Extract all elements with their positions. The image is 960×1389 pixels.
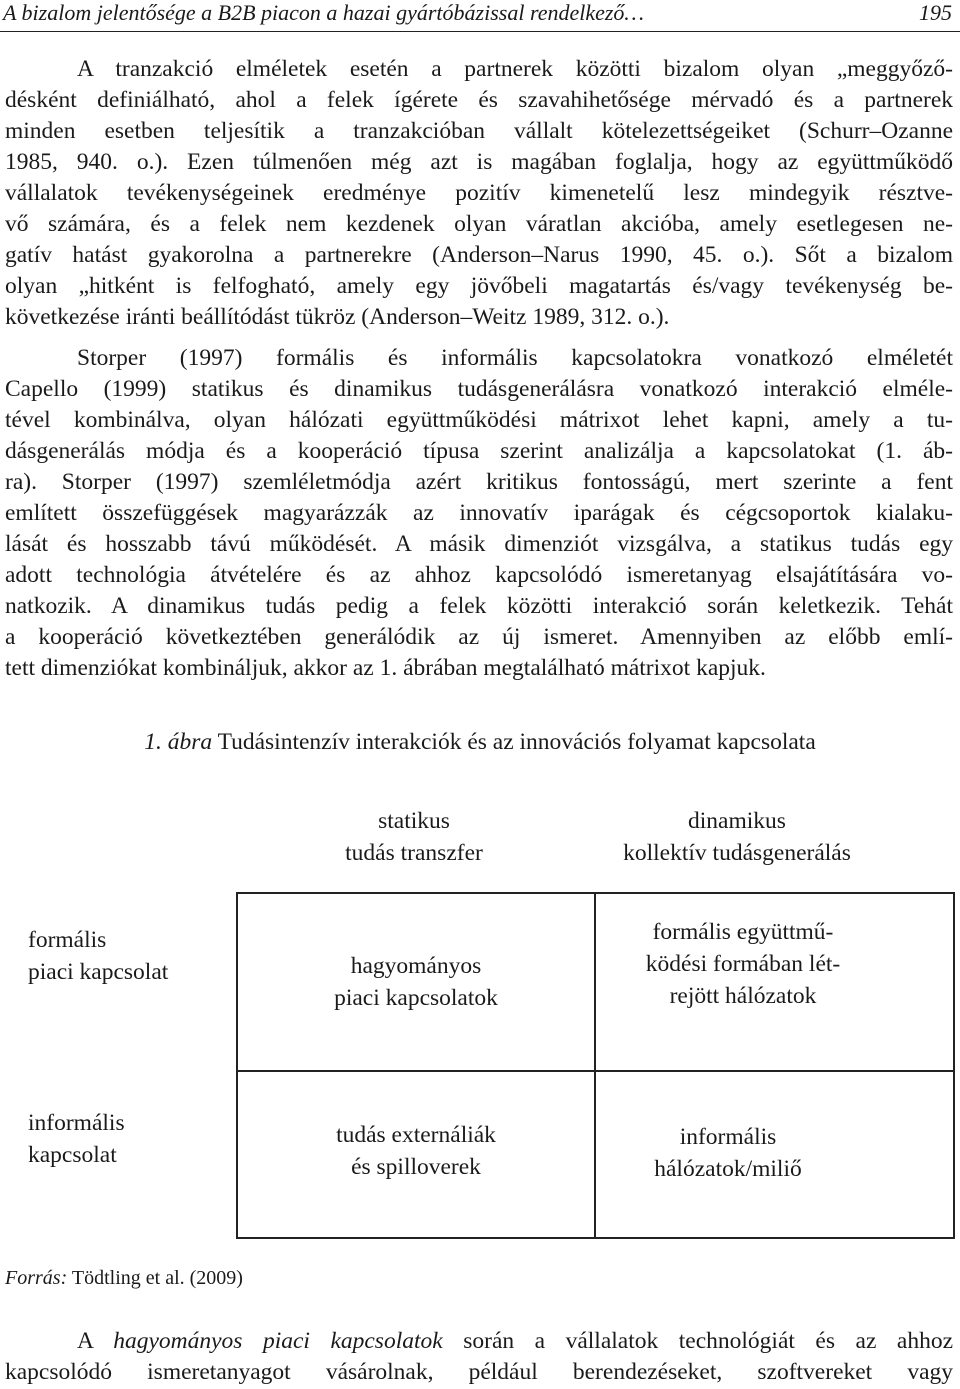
text-line: ra). Storper (1997) szemléletmódja azért kritikus fontosságú, mert szerinte a fent [5, 469, 953, 495]
source-label: Forrás: [5, 1267, 68, 1289]
figure-caption [0, 727, 960, 758]
text-line: A tranzakció elméletek esetén a partnerek közötti bizalom olyan „meggyőző- [77, 56, 953, 82]
cell-line: rejött hálózatok [669, 983, 817, 1009]
matrix-cell-traditional [238, 950, 594, 1014]
cell-line: formális együttmű- [652, 919, 834, 945]
header-title: A bizalom jelentősége a B2B piacon a hazai gyártóbázissal rendelkező… [3, 0, 644, 25]
column-header-line: tudás transzfer [345, 840, 483, 866]
row-header-informal [28, 1107, 125, 1171]
matrix-horizontal-divider [238, 1070, 953, 1072]
text-line: Capello (1999) statikus és dinamikus tudásgenerálásra vonatkozó interakció elméle- [5, 376, 953, 402]
cell-line: ködési formában lét- [645, 951, 841, 977]
text-line: említett összefüggések magyarázzák az innovatív iparágak és cégcsoportok kialaku- [5, 500, 953, 526]
cell-line: informális [679, 1124, 777, 1150]
column-header-static [236, 805, 592, 869]
text-line: dásgenerálás módja és a kooperáció típusa szerint analizálja a kapcsolatokat (1. áb- [5, 438, 953, 464]
matrix-cell-formal-network [578, 916, 908, 1012]
text-line: következése iránti beállítódást tükröz (Anderson–Weitz 1989, 312. o.). [5, 304, 670, 330]
text-line: vő számára, és a felek nem kezdenek olyan váratlan akcióba, amely esetlegesen ne- [5, 211, 953, 237]
text-line: gatív hatást gyakorolna a partnerekre (Anderson–Narus 1990, 45. o.). Sőt a bizalom [5, 242, 953, 268]
text-line: 1985, 940. o.). Ezen túlmenően még azt is magában foglalja, hogy az együttműködő [5, 149, 953, 175]
text-run-italic: hagyományos piaci kapcsolatok [113, 1328, 443, 1354]
text-line: vállalatok tevékenységeinek eredménye pozitív kimenetelű lesz mindegyik résztve- [5, 180, 953, 206]
row-header-line: piaci kapcsolat [28, 959, 169, 985]
text-line: a kooperáció következtében generálódik az új ismeret. Amennyiben az előbb emlí- [5, 624, 953, 650]
text-line: tével kombinálva, olyan hálózati együttműködési mátrixot lehet kapni, amely a tu- [5, 407, 953, 433]
text-line: désként definiálható, ahol a felek ígérete és szavahihetősége mérvadó és a partnerek [5, 87, 953, 113]
page-number: 195 [919, 0, 952, 25]
text-line: natkozik. A dinamikus tudás pedig a felek közötti interakció során keletkezik. Tehát [5, 593, 953, 619]
row-header-line: kapcsolat [28, 1142, 117, 1168]
row-header-formal [28, 924, 168, 988]
interaction-matrix [236, 892, 955, 1239]
text-line: Storper (1997) formális és informális kapcsolatokra vonatkozó elméletét [77, 345, 953, 371]
text-line [5, 1326, 953, 1357]
text-line: lását és hosszabb távú működését. A másik dimenziót vizsgálva, a statikus tudás egy [5, 531, 953, 557]
column-header-line: statikus [378, 808, 450, 834]
cell-line: piaci kapcsolatok [334, 985, 498, 1011]
cell-line: és spilloverek [351, 1154, 481, 1180]
cell-line: hálózatok/miliő [654, 1156, 802, 1182]
cell-line: tudás externáliák [336, 1122, 496, 1148]
text-line: minden esetben teljesítik a tranzakcióban vállalt kötelezettségeiket (Schurr–Ozanne [5, 118, 953, 144]
source-text: Tödtling et al. (2009) [71, 1267, 243, 1289]
text-line: kapcsolódó ismeretanyagot vásárolnak, például berendezéseket, szoftvereket vagy [5, 1359, 953, 1385]
matrix-cell-informal-network [578, 1121, 878, 1185]
figure-title: Tudásintenzív interakciók és az innovációs folyamat kapcsolata [217, 729, 816, 755]
text-line: adott technológia átvételére és az ahhoz kapcsolódó ismeretanyag elsajátítására vo- [5, 562, 953, 588]
row-header-line: informális [28, 1110, 125, 1136]
cell-line: hagyományos [350, 953, 482, 979]
text-run: A [77, 1328, 114, 1354]
running-header [0, 0, 960, 32]
column-header-line: dinamikus [688, 808, 786, 834]
text-run: során a vállalatok technológiát és az ahhoz [442, 1328, 953, 1354]
text-line: olyan „hitként is felfogható, amely egy jövőbeli magatartás és/vagy tevékenység be- [5, 273, 953, 299]
column-header-dynamic [592, 805, 882, 869]
row-header-line: formális [28, 927, 107, 953]
text-line: tett dimenziókat kombináljuk, akkor az 1. ábrában megtalálható mátrixot kapjuk. [5, 655, 766, 681]
matrix-cell-externalities [238, 1119, 594, 1183]
figure-source [5, 1267, 243, 1290]
column-header-line: kollektív tudásgenerálás [623, 840, 851, 866]
figure-label: 1. ábra [144, 729, 213, 755]
